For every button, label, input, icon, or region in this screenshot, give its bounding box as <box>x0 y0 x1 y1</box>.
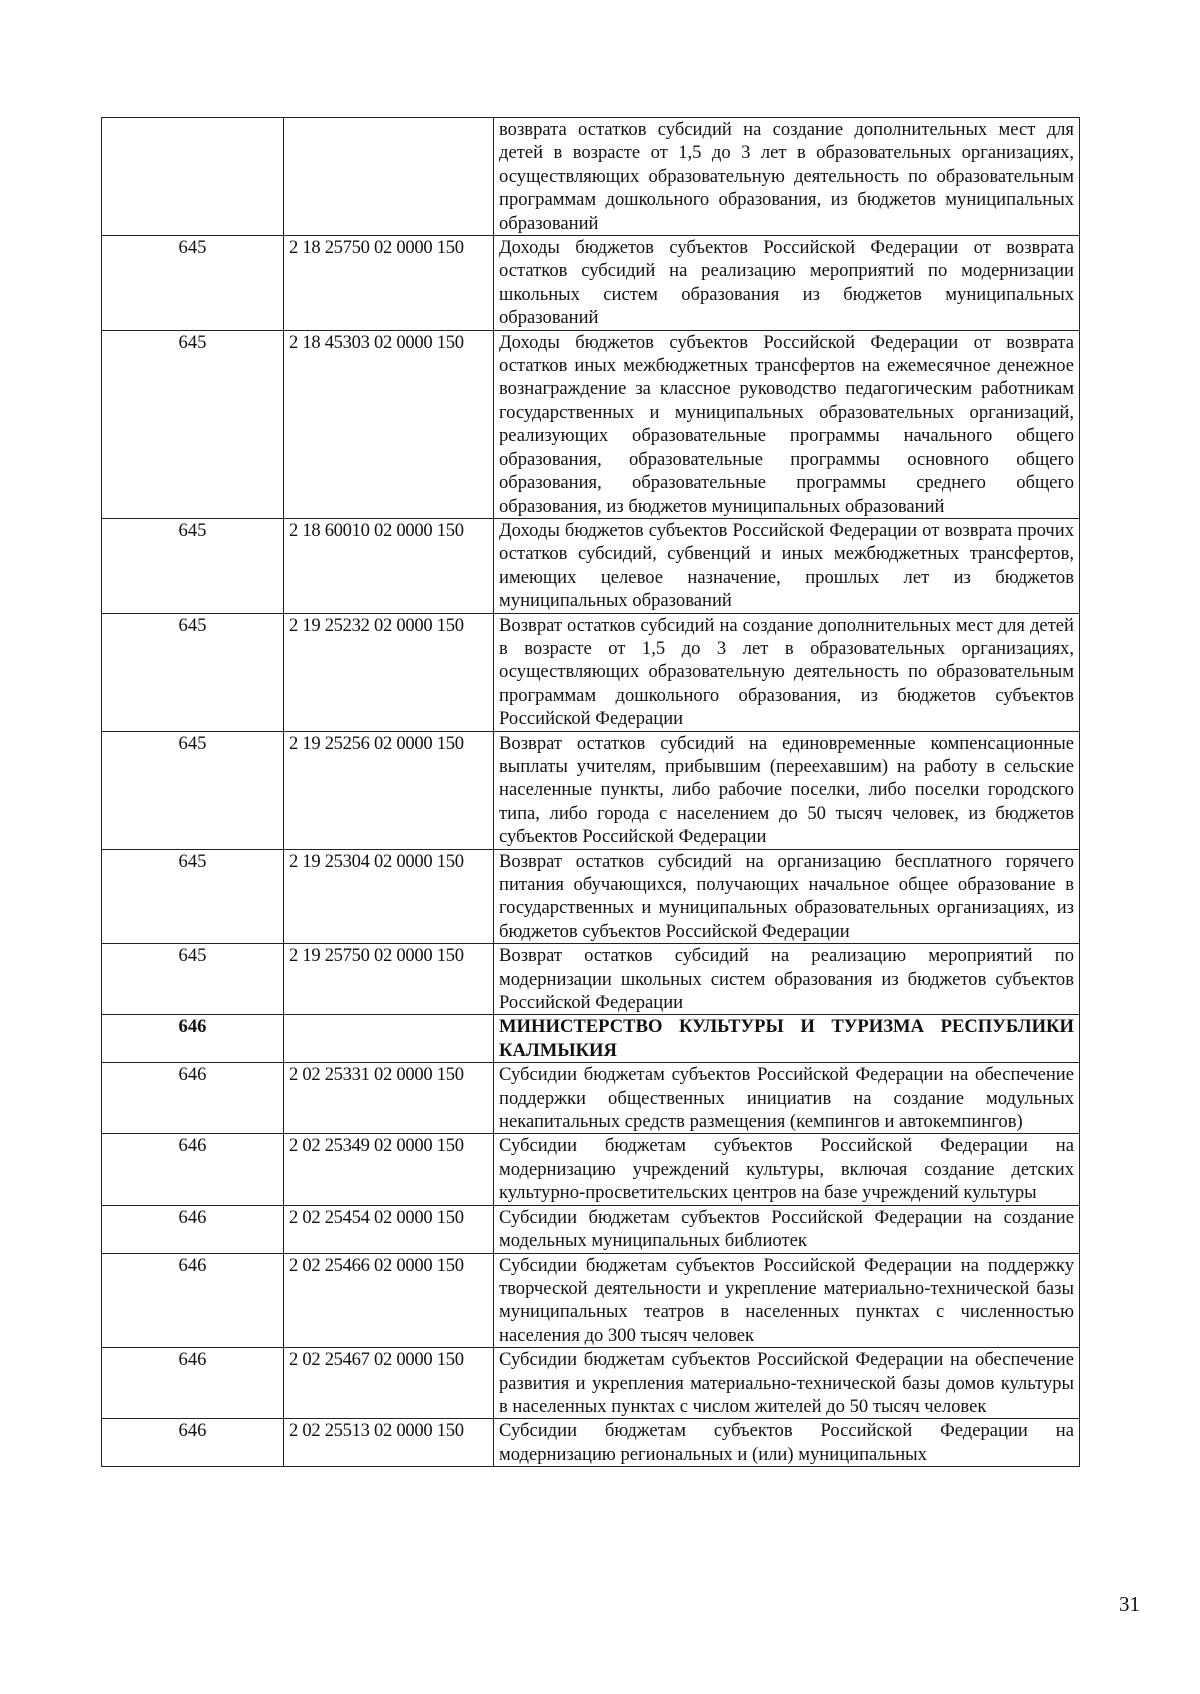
agency-code-cell: 645 <box>102 613 284 731</box>
budget-classification-code-cell: 2 19 25304 02 0000 150 <box>284 849 494 944</box>
table-row <box>102 849 1080 944</box>
budget-classification-code-cell: 2 02 25513 02 0000 150 <box>284 1419 494 1467</box>
table-row <box>102 944 1080 1015</box>
agency-code-cell: 646 <box>102 1063 284 1134</box>
budget-classification-code-cell: 2 02 25349 02 0000 150 <box>284 1134 494 1205</box>
table-row <box>102 613 1080 731</box>
agency-code-cell: 645 <box>102 236 284 331</box>
agency-code-cell: 646 <box>102 1205 284 1253</box>
income-description-cell: Возврат остатков субсидий на реализацию мероприятий по модернизации школьных систем образования из бюджетов субъектов Российской Федерации <box>494 944 1080 1015</box>
income-description-cell: Субсидии бюджетам субъектов Российской Федерации на обеспечение поддержки общественных инициатив на создание модульных некапитальных средств размещения (кемпингов и автокемпингов) <box>494 1063 1080 1134</box>
agency-code-cell: 645 <box>102 731 284 849</box>
budget-classification-code-cell: 2 02 25454 02 0000 150 <box>284 1205 494 1253</box>
budget-classification-code-cell: 2 02 25466 02 0000 150 <box>284 1253 494 1348</box>
table-row <box>102 1419 1080 1467</box>
budget-classification-code-cell: 2 02 25331 02 0000 150 <box>284 1063 494 1134</box>
agency-code-cell: 646 <box>102 1134 284 1205</box>
budget-classification-code-cell <box>284 118 494 236</box>
table-row <box>102 1348 1080 1419</box>
income-description-cell: возврата остатков субсидий на создание дополнительных мест для детей в возрасте от 1,5 до 3 лет в образовательных организациях, осуществляющих образовательную деятельность по образовательным программам дошкольного образования, из бюджетов муниципальных образований <box>494 118 1080 236</box>
agency-code-cell <box>102 118 284 236</box>
income-description-cell: Возврат остатков субсидий на создание дополнительных мест для детей в возрасте от 1,5 до 3 лет в образовательных организациях, осуществляющих образовательную деятельность по образовательным программам дошкольного образования, из бюджетов субъектов Российской Федерации <box>494 613 1080 731</box>
agency-code-cell: 645 <box>102 849 284 944</box>
budget-classification-code-cell: 2 19 25256 02 0000 150 <box>284 731 494 849</box>
agency-code-cell: 646 <box>102 1348 284 1419</box>
budget-classification-code-cell: 2 02 25467 02 0000 150 <box>284 1348 494 1419</box>
income-description-cell: Возврат остатков субсидий на единовременные компенсационные выплаты учителям, прибывшим (переехавшим) на работу в сельские населенные пункты, либо рабочие поселки, либо поселки городского типа, либо города с населением до 50 тысяч человек, из бюджетов субъектов Российской Федерации <box>494 731 1080 849</box>
income-description-cell: Субсидии бюджетам субъектов Российской Федерации на обеспечение развития и укрепления материально-технической базы домов культуры в населенных пунктах с числом жителей до 50 тысяч человек <box>494 1348 1080 1419</box>
table-row <box>102 1205 1080 1253</box>
agency-code-cell: 645 <box>102 518 284 613</box>
table-body <box>102 118 1080 1467</box>
agency-code-cell: 646 <box>102 1253 284 1348</box>
income-description-cell: Доходы бюджетов субъектов Российской Федерации от возврата остатков иных межбюджетных трансфертов на ежемесячное денежное вознаграждение за классное руководство педагогическим работникам государственных и муниципальных образовательных организаций, реализующих образовательные программы начального общего образования, образовательные программы основного общего образования, образовательные программы среднего общего образования, из бюджетов муниципальных образований <box>494 330 1080 518</box>
table-row <box>102 330 1080 518</box>
budget-classification-code-cell: 2 18 45303 02 0000 150 <box>284 330 494 518</box>
income-description-cell: Субсидии бюджетам субъектов Российской Федерации на создание модельных муниципальных библиотек <box>494 1205 1080 1253</box>
table-row <box>102 518 1080 613</box>
budget-classification-code-cell: 2 18 25750 02 0000 150 <box>284 236 494 331</box>
budget-classification-code-cell: 2 19 25750 02 0000 150 <box>284 944 494 1015</box>
table-row <box>102 1253 1080 1348</box>
budget-codes-table <box>101 117 1080 1467</box>
income-description-cell: Возврат остатков субсидий на организацию бесплатного горячего питания обучающихся, получающих начальное общее образование в государственных и муниципальных образовательных организациях, из бюджетов субъектов Российской Федерации <box>494 849 1080 944</box>
budget-classification-code-cell: 2 18 60010 02 0000 150 <box>284 518 494 613</box>
table-row <box>102 1134 1080 1205</box>
table-row <box>102 731 1080 849</box>
table-section-heading-row <box>102 1015 1080 1063</box>
agency-code-cell: 646 <box>102 1419 284 1467</box>
agency-code-cell: 646 <box>102 1015 284 1063</box>
income-description-cell: Доходы бюджетов субъектов Российской Федерации от возврата остатков субсидий на реализацию мероприятий по модернизации школьных систем образования из бюджетов муниципальных образований <box>494 236 1080 331</box>
budget-classification-code-cell: 2 19 25232 02 0000 150 <box>284 613 494 731</box>
income-description-cell: Субсидии бюджетам субъектов Российской Федерации на поддержку творческой деятельности и укрепление материально-технической базы муниципальных театров в населенных пунктах с численностью населения до 300 тысяч человек <box>494 1253 1080 1348</box>
income-description-cell: Субсидии бюджетам субъектов Российской Федерации на модернизацию региональных и (или) муниципальных <box>494 1419 1080 1467</box>
table-row <box>102 118 1080 236</box>
income-description-cell: Доходы бюджетов субъектов Российской Федерации от возврата прочих остатков субсидий, субвенций и иных межбюджетных трансфертов, имеющих целевое назначение, прошлых лет из бюджетов муниципальных образований <box>494 518 1080 613</box>
income-description-cell: Субсидии бюджетам субъектов Российской Федерации на модернизацию учреждений культуры, включая создание детских культурно-просветительских центров на базе учреждений культуры <box>494 1134 1080 1205</box>
page-number: 31 <box>1119 1592 1140 1616</box>
agency-code-cell: 645 <box>102 330 284 518</box>
agency-code-cell: 645 <box>102 944 284 1015</box>
table-row <box>102 1063 1080 1134</box>
budget-classification-code-cell <box>284 1015 494 1063</box>
ministry-name-heading: МИНИСТЕРСТВО КУЛЬТУРЫ И ТУРИЗМА РЕСПУБЛИКИ КАЛМЫКИЯ <box>494 1015 1080 1063</box>
table-row <box>102 236 1080 331</box>
